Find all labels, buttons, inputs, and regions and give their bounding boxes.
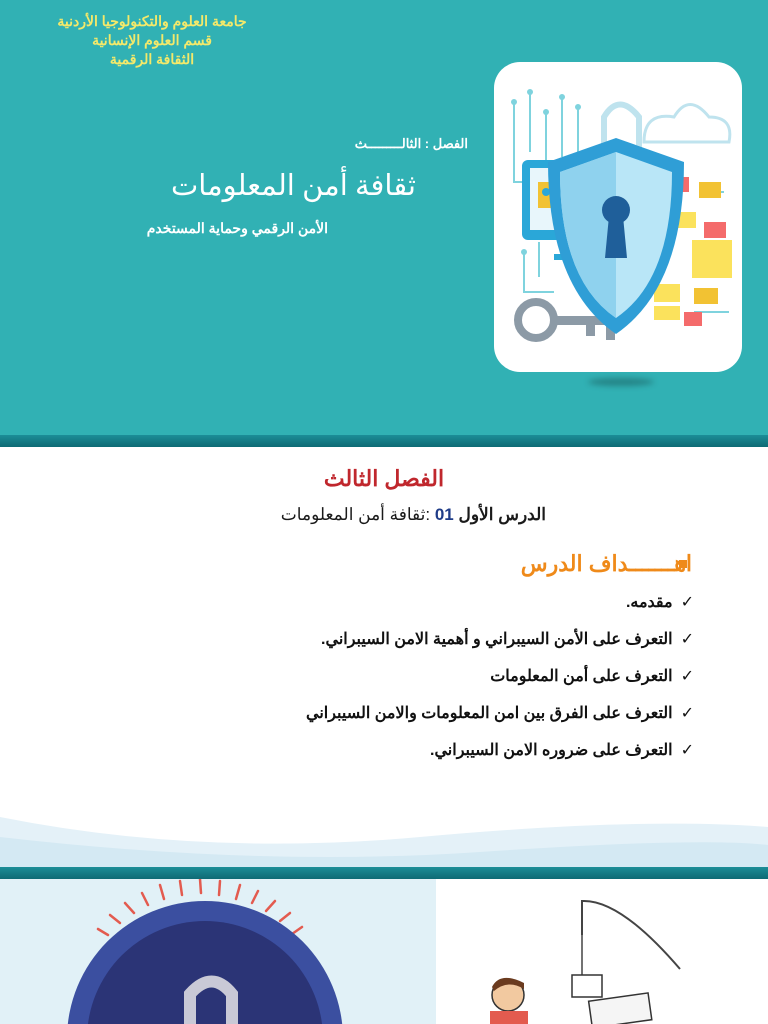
university-name: جامعة العلوم والتكنولوجيا الأردنية — [57, 13, 247, 29]
slide-divider — [0, 867, 768, 879]
university-header — [22, 12, 282, 69]
padlock-globe-illustration — [0, 879, 436, 1024]
bottom-wave-decoration — [0, 797, 768, 867]
lesson-slide — [0, 447, 768, 867]
objective-text: التعرف على أمن المعلومات — [490, 668, 673, 685]
objective-item — [306, 703, 694, 723]
objective-text: مقدمه. — [625, 594, 673, 611]
objective-item — [430, 740, 694, 760]
check-icon: ✓ — [680, 631, 694, 648]
lesson-label: الدرس الأول — [458, 505, 546, 524]
objective-item — [626, 592, 694, 612]
department-name: قسم العلوم الإنسانية — [92, 32, 212, 48]
security-shield-icon — [494, 62, 742, 372]
course-name: الثقافة الرقمية — [109, 51, 195, 67]
security-shield-illustration — [494, 62, 742, 372]
lesson-slide-title: الفصل الثالث — [323, 466, 445, 491]
check-icon: ✓ — [680, 742, 694, 759]
cover-subtitle: الأمن الرقمي وحماية المستخدم — [146, 220, 328, 236]
objective-item — [490, 666, 694, 686]
cover-title: ثقافة أمن المعلومات — [170, 170, 416, 202]
check-icon: ✓ — [680, 594, 694, 611]
check-icon: ✓ — [680, 668, 694, 685]
image-shadow — [588, 378, 654, 386]
lesson-number: 01 — [434, 505, 454, 524]
objective-text: التعرف على ضروره الامن السيبراني. — [430, 742, 673, 759]
slide-divider — [0, 435, 768, 447]
padlock-globe-icon — [0, 879, 436, 1024]
check-icon: ✓ — [680, 705, 694, 722]
objective-item — [321, 629, 694, 649]
lesson-name: :ثقافة أمن المعلومات — [280, 505, 431, 524]
phishing-hacker-icon — [480, 879, 768, 1024]
illustration-slide — [0, 879, 768, 1024]
goals-heading: اهـــــــداف الدرس — [520, 551, 692, 576]
objective-text: التعرف على الأمن السيبراني و أهمية الامن السيبراني. — [321, 631, 673, 648]
lesson-line — [281, 505, 546, 525]
phishing-hacker-illustration — [480, 879, 768, 1024]
chapter-label: الفصل : الثالـــــــــث — [354, 136, 468, 151]
objective-text: التعرف على الفرق بين امن المعلومات والامن السيبراني — [305, 705, 673, 722]
cover-slide — [0, 0, 768, 435]
